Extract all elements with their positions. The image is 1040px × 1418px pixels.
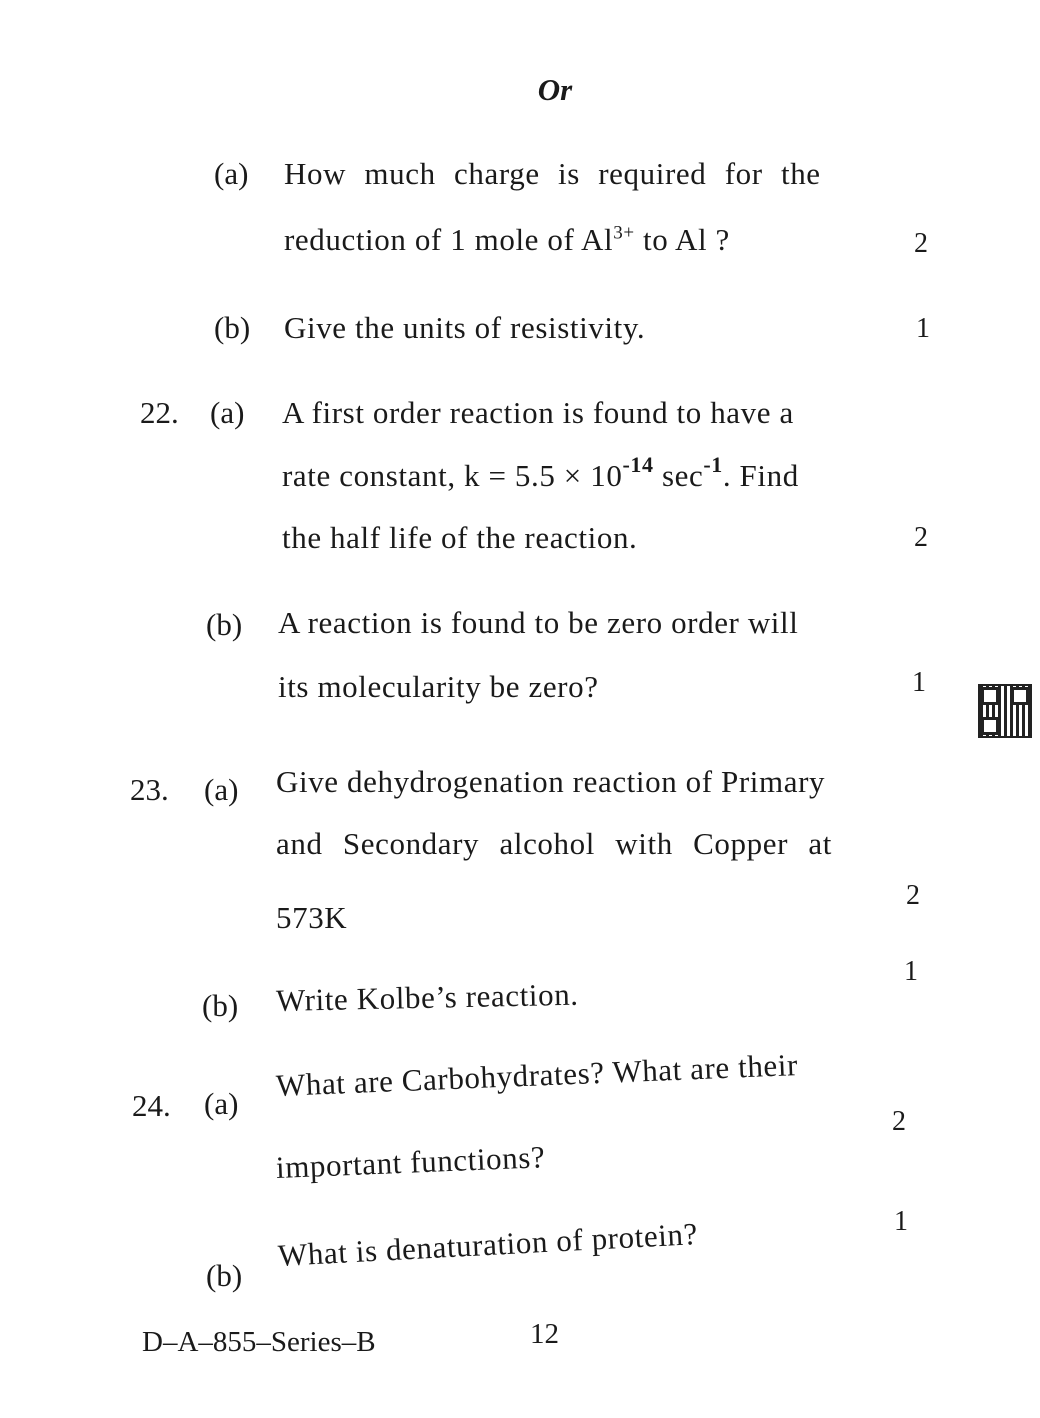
q23-a-label: (a) <box>204 772 239 807</box>
q24-a-marks: 2 <box>892 1106 906 1137</box>
q22-a-label: (a) <box>210 395 245 430</box>
q23-a-line2: and Secondary alcohol with Copper at <box>276 826 832 861</box>
q23-a-line3: 573K <box>276 900 348 935</box>
q22-a-marks: 2 <box>914 522 928 553</box>
q21-a-label: (a) <box>214 156 249 191</box>
q22-b-line1: A reaction is found to be zero order will <box>278 605 799 640</box>
q23-a-line1: Give dehydrogenation reaction of Primary <box>276 764 826 799</box>
footer-code: D–A–855–Series–B <box>142 1326 376 1358</box>
q24-b-label: (b) <box>206 1258 243 1293</box>
q24-a-line1: What are Carbohydrates? What are their <box>275 1047 799 1103</box>
q24-b-text: What is denaturation of protein? <box>277 1216 699 1273</box>
q23-number: 23. <box>130 772 169 807</box>
q22-number: 22. <box>140 395 179 430</box>
q24-b-marks: 1 <box>894 1206 908 1237</box>
q22-b-marks: 1 <box>912 667 926 698</box>
q24-number: 24. <box>132 1088 171 1123</box>
q23-a-marks: 2 <box>906 880 920 911</box>
q21-a-line2: reduction of 1 mole of $Al^{3+}$ to Al ? <box>284 222 730 257</box>
q22-b-label: (b) <box>206 607 243 642</box>
q23-b-label: (b) <box>202 988 239 1023</box>
qr-code <box>978 684 1032 738</box>
q21-b-text: Give the units of resistivity. <box>284 310 646 345</box>
or-heading: Or <box>537 72 573 107</box>
q21-b-label: (b) <box>214 310 251 345</box>
q21-a-marks: 2 <box>914 228 928 259</box>
footer-page-number: 12 <box>530 1318 559 1350</box>
q22-b-line2: its molecularity be zero? <box>278 669 599 704</box>
q22-a-line2: rate constant, $k = 5.5 \times 10^{-14}$ $\sec^{-1}$. Find <box>282 452 799 493</box>
q22-a-line3: the half life of the reaction. <box>282 520 638 555</box>
q23-b-text: Write Kolbe’s reaction. <box>275 976 579 1018</box>
q22-a-line1: A first order reaction is found to have a <box>282 395 794 430</box>
q21-a-line1: How much charge is required for the <box>284 156 821 191</box>
q21-b-marks: 1 <box>916 313 930 344</box>
q24-a-label: (a) <box>204 1086 239 1121</box>
q23-b-marks: 1 <box>904 956 918 987</box>
q24-a-line2: important functions? <box>275 1139 546 1185</box>
